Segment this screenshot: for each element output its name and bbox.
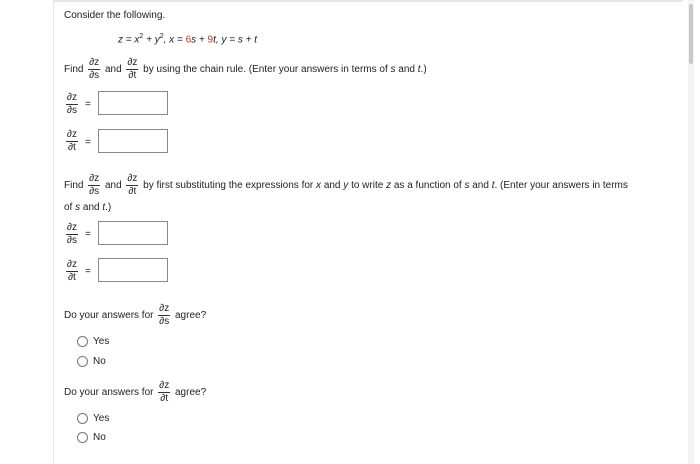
radio-label-no[interactable]: No	[93, 356, 106, 367]
and-label: and	[472, 180, 489, 192]
frac-num: ∂z	[67, 259, 77, 270]
frac-num: ∂z	[89, 57, 100, 68]
top-border	[53, 0, 683, 2]
equals-sign: =	[85, 99, 91, 110]
part2-instruction-line2	[64, 202, 111, 213]
answer-input-dz-dt-substitution[interactable]	[98, 258, 168, 282]
formula-coef-9: 9	[207, 34, 214, 46]
formula-exp: 2	[159, 33, 164, 40]
scrollbar-track[interactable]	[688, 0, 694, 464]
frac-den: ∂t	[68, 142, 76, 153]
var-s: s	[464, 180, 470, 192]
answer-input-dz-dt-chain[interactable]	[98, 129, 168, 153]
find-label: Find	[64, 64, 84, 76]
instruction-text: by using the chain rule. (Enter your answers in terms of	[143, 64, 388, 76]
agree-question-ds	[64, 303, 206, 329]
answer-input-dz-ds-substitution[interactable]	[98, 221, 168, 245]
frac-num: ∂z	[127, 173, 138, 184]
agree-question-dt	[64, 380, 206, 406]
radio-q1-no[interactable]	[77, 356, 88, 367]
formula-plus-y: + y	[143, 34, 160, 46]
radio-q1-yes[interactable]	[77, 336, 88, 347]
dz-dt-fraction	[126, 57, 138, 82]
frac-num: ∂z	[67, 129, 77, 140]
formula-exp: 2	[139, 33, 144, 40]
var-x: x	[316, 180, 322, 192]
given-formula	[118, 33, 257, 45]
var-z: z	[386, 180, 392, 192]
equals-sign: =	[85, 266, 91, 277]
frac-den: ∂t	[128, 186, 137, 197]
instruction-text: to write	[351, 180, 384, 192]
dz-ds-fraction	[88, 173, 100, 198]
answer-label-dz-ds-2	[64, 222, 80, 247]
part1-instruction	[64, 57, 427, 83]
question-text: Do your answers for	[64, 310, 154, 322]
frac-den: ∂t	[68, 272, 76, 283]
answer-input-dz-ds-chain[interactable]	[98, 91, 168, 115]
answer-label-dz-ds-1	[64, 92, 80, 117]
formula-z-lhs: z = x	[118, 34, 140, 46]
intro-text: Consider the following.	[64, 10, 166, 21]
var-y: y	[343, 180, 349, 192]
formula-s-plus: s +	[191, 34, 208, 46]
frac-num: ∂z	[127, 57, 138, 68]
var-t: t	[491, 180, 495, 192]
and-label: and	[323, 180, 341, 192]
close-paren: .)	[105, 202, 112, 213]
and-label: and	[398, 64, 415, 76]
question-text: Do your answers for	[64, 387, 154, 399]
frac-num: ∂z	[159, 380, 170, 391]
part2-instruction	[64, 173, 628, 199]
find-label: Find	[64, 180, 84, 192]
formula-y-def: t, y = s + t	[213, 34, 258, 46]
frac-num: ∂z	[159, 303, 170, 314]
and-label: and	[104, 64, 122, 76]
frac-num: ∂z	[67, 92, 77, 103]
and-label: and	[82, 202, 100, 213]
instruction-text: . (Enter your answers in terms	[494, 180, 628, 192]
radio-label-yes[interactable]: Yes	[93, 336, 110, 347]
frac-den: ∂s	[89, 70, 100, 81]
frac-den: ∂t	[160, 393, 169, 404]
var-t: t	[102, 202, 106, 213]
radio-q2-yes[interactable]	[77, 413, 88, 424]
scrollbar-thumb[interactable]	[689, 4, 693, 64]
left-border	[53, 0, 54, 464]
equals-sign: =	[85, 137, 91, 148]
of-label: of	[64, 202, 73, 213]
frac-den: ∂s	[67, 235, 77, 246]
formula-coef-6: 6	[185, 34, 192, 46]
equals-sign: =	[85, 229, 91, 240]
radio-label-yes[interactable]: Yes	[93, 413, 110, 424]
frac-den: ∂t	[128, 70, 137, 81]
var-s: s	[390, 64, 396, 76]
answer-label-dz-dt-2	[64, 259, 80, 284]
instruction-text: as a function of	[393, 180, 462, 192]
var-s: s	[75, 202, 81, 213]
answer-label-dz-dt-1	[64, 129, 80, 154]
frac-num: ∂z	[89, 173, 100, 184]
formula-x-def: , x =	[163, 34, 186, 46]
var-t: t	[417, 64, 421, 76]
close-paren: .)	[420, 64, 427, 76]
radio-q2-no[interactable]	[77, 432, 88, 443]
dz-dt-fraction	[126, 173, 138, 198]
frac-den: ∂s	[67, 105, 77, 116]
frac-den: ∂s	[159, 316, 170, 327]
radio-label-no[interactable]: No	[93, 432, 106, 443]
question-text: agree?	[175, 387, 207, 399]
frac-num: ∂z	[67, 222, 77, 233]
and-label: and	[104, 180, 122, 192]
dz-ds-fraction	[88, 57, 100, 82]
question-text: agree?	[175, 310, 207, 322]
frac-den: ∂s	[89, 186, 100, 197]
instruction-text: by first substituting the expressions for	[143, 180, 314, 192]
